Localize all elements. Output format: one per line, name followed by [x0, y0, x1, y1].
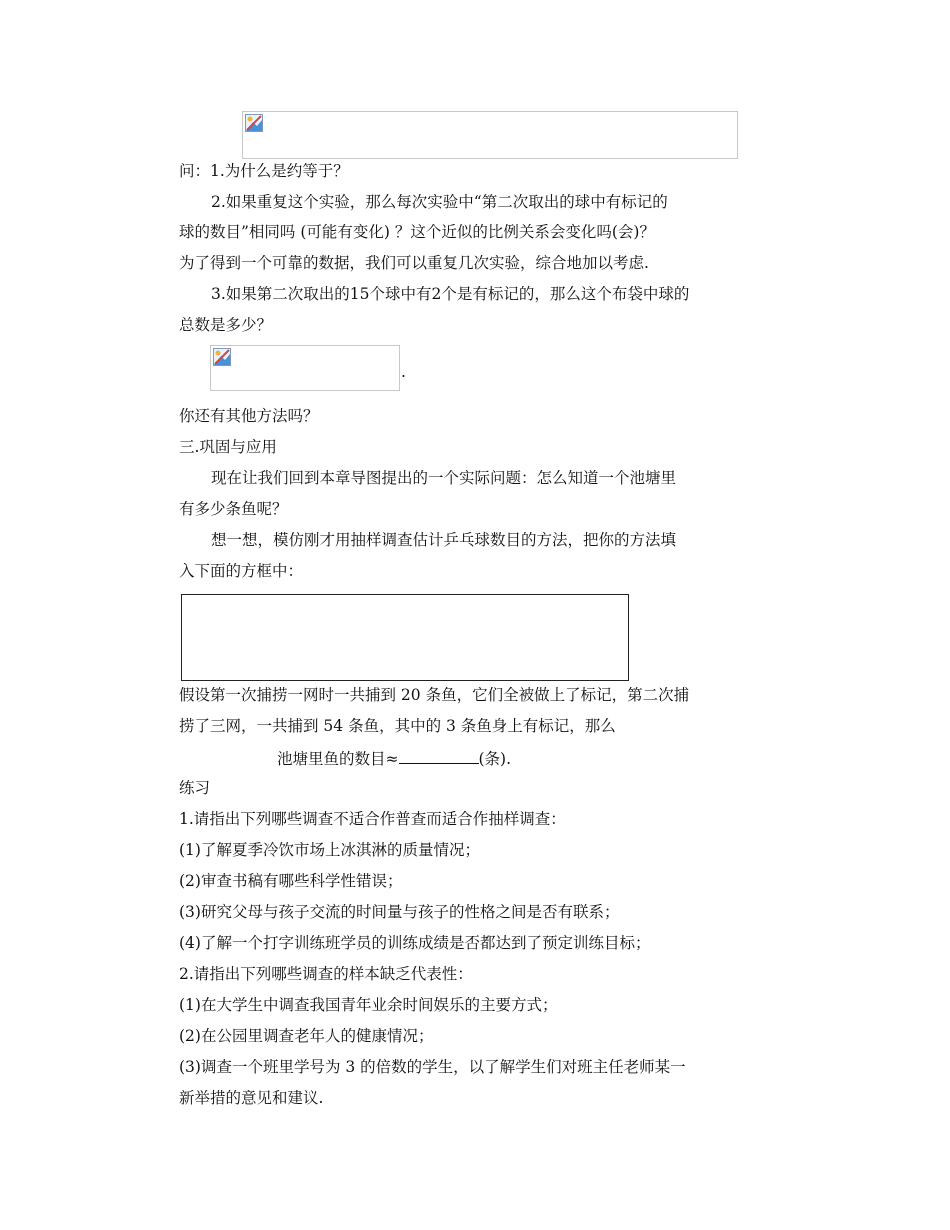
- practice-q2-item: (1)在大学生中调查我国青年业余时间娱乐的主要方式；: [179, 996, 558, 1014]
- method-answer-box[interactable]: [181, 594, 629, 681]
- fish-count-formula: [277, 747, 511, 769]
- fish-problem-line-1: 假设第一次捕捞一网时一共捕到 20 条鱼，它们全被做上了标记，第二次捕: [179, 686, 690, 704]
- question-1: 问：1.为什么是约等于？: [179, 162, 349, 180]
- practice-q1-item: (1)了解夏季冷饮市场上冰淇淋的质量情况；: [179, 841, 480, 859]
- other-methods-question: 你还有其他方法吗？: [179, 407, 319, 425]
- practice-q1-item: (2)审查书稿有哪些科学性错误；: [179, 872, 403, 890]
- practice-q1-item: (4)了解一个打字训练班学员的训练成绩是否都达到了预定训练目标；: [179, 934, 651, 952]
- formula-image-answer: [210, 345, 400, 391]
- question-3-line-2: 总数是多少？: [179, 316, 273, 334]
- question-3-line-1: 3.如果第二次取出的15个球中有2个是有标记的，那么这个布袋中球的: [211, 285, 690, 303]
- practice-question-1: 1.请指出下列哪些调查不适合作普查而适合作抽样调查：: [179, 810, 566, 828]
- section-3-paragraph-1-line-2: 有多少条鱼呢？: [179, 500, 288, 518]
- practice-q1-item: (3)研究父母与孩子交流的时间量与孩子的性格之间是否有联系；: [179, 903, 620, 921]
- broken-image-icon: [213, 348, 231, 366]
- formula-image-top: [242, 111, 738, 159]
- formula-period: .: [401, 363, 406, 381]
- practice-question-2: 2.请指出下列哪些调查的样本缺乏代表性：: [179, 965, 473, 983]
- practice-heading: 练习: [179, 779, 211, 797]
- section-3-heading: 三.巩固与应用: [179, 438, 277, 456]
- fish-problem-line-2: 捞了三网，一共捕到 54 条鱼，其中的 3 条鱼身上有标记，那么: [179, 717, 616, 735]
- fish-count-prefix: 池塘里鱼的数目≈: [277, 750, 399, 768]
- question-2-line-2: 球的数目”相同吗 (可能有变化) ？这个近似的比例关系会变化吗(会)？: [179, 223, 655, 241]
- section-3-paragraph-1-line-1: 现在让我们回到本章导图提出的一个实际问题：怎么知道一个池塘里: [211, 469, 677, 487]
- fish-count-blank[interactable]: [399, 747, 479, 764]
- section-3-paragraph-2-line-2: 入下面的方框中：: [179, 562, 304, 580]
- practice-q2-item: (2)在公园里调查老年人的健康情况；: [179, 1027, 434, 1045]
- section-3-paragraph-2-line-1: 想一想，模仿刚才用抽样调查估计乒乓球数目的方法，把你的方法填: [211, 531, 677, 549]
- fish-count-suffix: (条).: [478, 750, 512, 768]
- question-2-line-3: 为了得到一个可靠的数据，我们可以重复几次实验，综合地加以考虑.: [179, 254, 649, 272]
- practice-q2-item: (3)调查一个班里学号为 3 的倍数的学生，以了解学生们对班主任老师某一: [179, 1058, 686, 1076]
- practice-q2-item: 新举措的意见和建议.: [179, 1089, 324, 1107]
- broken-image-icon: [245, 114, 263, 132]
- question-2-line-1: 2.如果重复这个实验，那么每次实验中“第二次取出的球中有标记的: [211, 193, 668, 211]
